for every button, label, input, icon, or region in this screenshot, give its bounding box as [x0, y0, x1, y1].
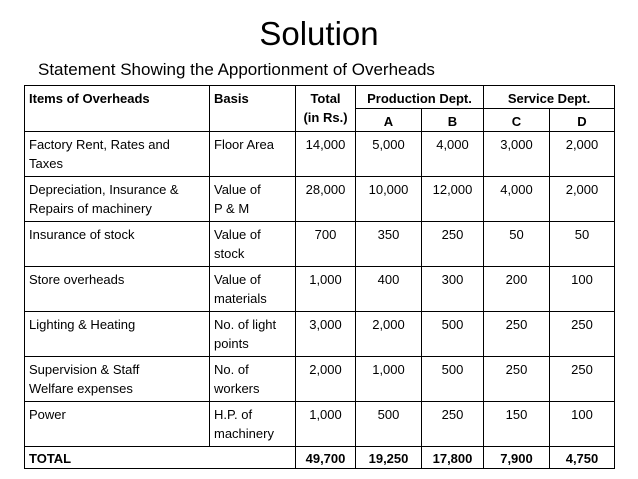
table-row [25, 312, 615, 357]
cell-dept-c: 4,000 [484, 177, 550, 222]
cell-dept-c: 200 [484, 267, 550, 312]
cell-item-line1: Power [29, 407, 66, 422]
cell-basis [210, 267, 296, 312]
cell-total: 700 [296, 222, 356, 267]
cell-total: 1,000 [296, 267, 356, 312]
cell-basis-line2: materials [214, 291, 267, 306]
table-body [25, 86, 615, 132]
data-rows [25, 132, 615, 447]
cell-dept-c: 150 [484, 402, 550, 447]
cell-dept-d: 100 [550, 402, 615, 447]
cell-dept-c: 50 [484, 222, 550, 267]
header-total-line2: (in Rs.) [303, 110, 348, 125]
cell-dept-d: 100 [550, 267, 615, 312]
cell-dept-b: 500 [422, 357, 484, 402]
cell-dept-b: 4,000 [422, 132, 484, 177]
cell-total: 2,000 [296, 357, 356, 402]
header-row [25, 86, 615, 109]
cell-basis [210, 402, 296, 447]
cell-dept-c: 3,000 [484, 132, 550, 177]
total-row [25, 447, 615, 469]
cell-dept-d: 250 [550, 312, 615, 357]
cell-dept-a: 1,000 [356, 357, 422, 402]
cell-item-line1: Insurance of stock [29, 227, 135, 242]
cell-dept-a: 350 [356, 222, 422, 267]
cell-item [25, 132, 210, 177]
cell-item-line2: Taxes [29, 156, 63, 171]
table-row [25, 132, 615, 177]
cell-basis [210, 357, 296, 402]
table-row [25, 402, 615, 447]
cell-dept-d: 250 [550, 357, 615, 402]
total-dept-c: 7,900 [484, 447, 550, 469]
cell-dept-a: 5,000 [356, 132, 422, 177]
cell-basis [210, 132, 296, 177]
cell-item [25, 312, 210, 357]
header-items: Items of Overheads [25, 86, 210, 132]
cell-dept-a: 10,000 [356, 177, 422, 222]
cell-basis-line1: Value of [214, 182, 261, 197]
total-dept-a: 19,250 [356, 447, 422, 469]
cell-item [25, 177, 210, 222]
cell-dept-d: 2,000 [550, 132, 615, 177]
cell-item [25, 222, 210, 267]
cell-item-line2: Welfare expenses [29, 381, 133, 396]
table-row [25, 357, 615, 402]
cell-basis [210, 222, 296, 267]
header-dept-d: D [550, 109, 615, 132]
cell-basis-line1: No. of [214, 362, 249, 377]
cell-total: 3,000 [296, 312, 356, 357]
table-row [25, 267, 615, 312]
cell-dept-b: 12,000 [422, 177, 484, 222]
header-total-line1: Total [310, 91, 341, 106]
total-dept-d: 4,750 [550, 447, 615, 469]
cell-item-line1: Depreciation, Insurance & [29, 182, 179, 197]
cell-item [25, 267, 210, 312]
header-total [296, 86, 356, 132]
slide-title: Solution [259, 15, 379, 52]
cell-basis-line1: No. of light [214, 317, 277, 332]
cell-basis-line1: Value of [214, 272, 261, 287]
cell-basis-line1: H.P. of [214, 407, 253, 422]
cell-dept-c: 250 [484, 357, 550, 402]
cell-basis [210, 312, 296, 357]
cell-basis [210, 177, 296, 222]
cell-basis-line2: P & M [214, 201, 250, 216]
cell-dept-a: 400 [356, 267, 422, 312]
cell-dept-d: 50 [550, 222, 615, 267]
cell-item-line1: Factory Rent, Rates and [29, 137, 170, 152]
cell-item-line1: Supervision & Staff [29, 362, 140, 377]
cell-dept-c: 250 [484, 312, 550, 357]
cell-dept-b: 500 [422, 312, 484, 357]
cell-dept-b: 250 [422, 402, 484, 447]
cell-dept-a: 2,000 [356, 312, 422, 357]
total-section [25, 447, 615, 469]
cell-total: 1,000 [296, 402, 356, 447]
header-dept-c: C [484, 109, 550, 132]
cell-basis-line2: machinery [214, 426, 274, 441]
cell-item [25, 357, 210, 402]
slide-subtitle: Statement Showing the Apportionment of Overheads [38, 60, 435, 79]
total-sum: 49,700 [296, 447, 356, 469]
cell-item-line1: Store overheads [29, 272, 125, 287]
cell-basis-line2: points [214, 336, 249, 351]
overheads-table [24, 85, 615, 469]
cell-basis-line1: Floor Area [214, 137, 274, 152]
cell-item-line2: Repairs of machinery [29, 201, 152, 216]
cell-dept-b: 300 [422, 267, 484, 312]
cell-total: 14,000 [296, 132, 356, 177]
cell-dept-b: 250 [422, 222, 484, 267]
cell-item-line1: Lighting & Heating [29, 317, 136, 332]
cell-basis-line1: Value of [214, 227, 261, 242]
header-service-dept: Service Dept. [484, 86, 615, 109]
header-dept-b: B [422, 109, 484, 132]
header-dept-a: A [356, 109, 422, 132]
table-row [25, 177, 615, 222]
cell-basis-line2: workers [214, 381, 260, 396]
cell-basis-line2: stock [214, 246, 245, 261]
cell-dept-d: 2,000 [550, 177, 615, 222]
total-label: TOTAL [25, 447, 296, 469]
table-row [25, 222, 615, 267]
header-production-dept: Production Dept. [356, 86, 484, 109]
cell-item [25, 402, 210, 447]
header-basis: Basis [210, 86, 296, 132]
total-dept-b: 17,800 [422, 447, 484, 469]
cell-dept-a: 500 [356, 402, 422, 447]
cell-total: 28,000 [296, 177, 356, 222]
